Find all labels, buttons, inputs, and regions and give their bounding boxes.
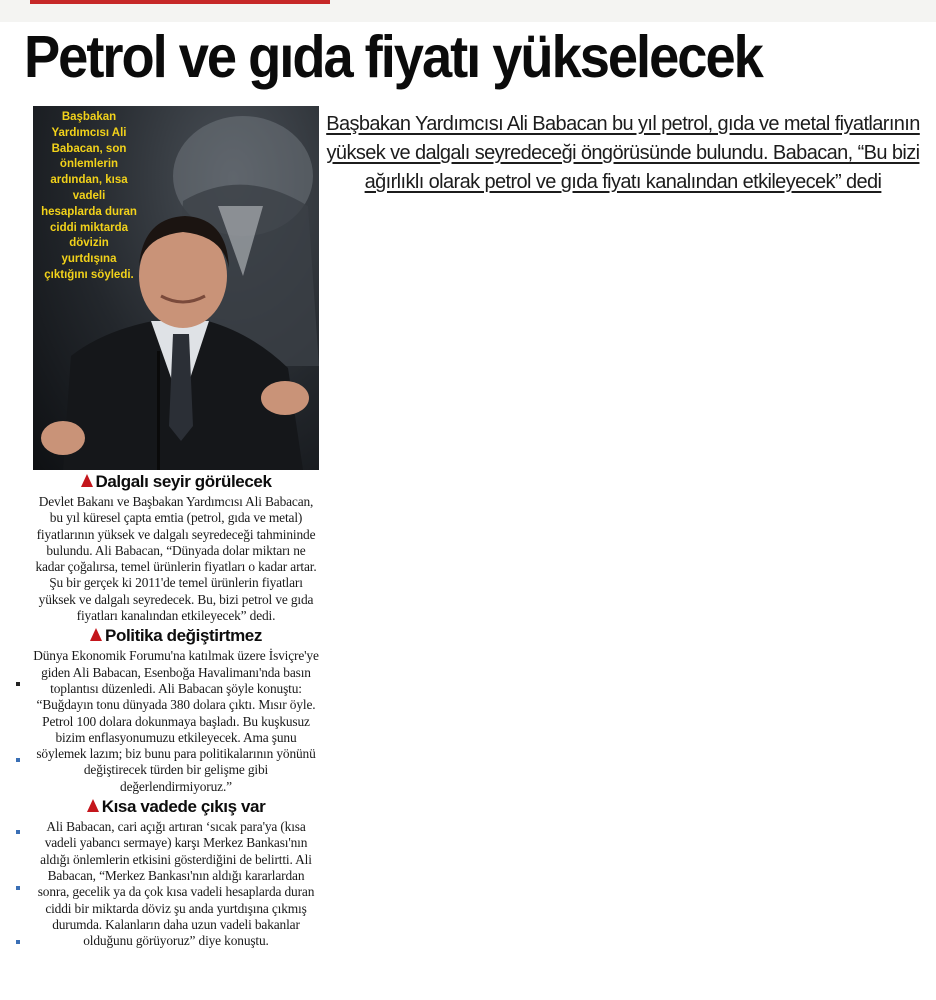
- margin-dot: [16, 886, 20, 890]
- paragraph-2: Dünya Ekonomik Forumu'na katılmak üzere İsviçre'ye giden Ali Babacan, Esenboğa Havalimanı'nda basın toplantısı düzenledi. Ali Babacan şöyle konuştu: “Buğdayın tonu dünyada 380 dolara çıktı. Mısır öyle. Petrol 100 dolara dokunmaya başladı. Bu kuşkusuz bizim enflasyonumuzu etkileyecek. Ama şunu söylemek lazım; biz bunu para politikalarının yönünü değiştirecek türden bir gelişme gibi değerlendirmiyoruz.”: [33, 648, 319, 794]
- subhead-1: [33, 470, 319, 494]
- subhead-2-text: Politika değiştirtmez: [105, 626, 262, 646]
- margin-dot: [16, 682, 20, 686]
- subhead-1-text: Dalgalı seyir görülecek: [95, 472, 272, 491]
- red-triangle-icon: [90, 628, 102, 641]
- headline: Petrol ve gıda fiyatı yükselecek: [24, 24, 762, 90]
- paragraph-1: Devlet Bakanı ve Başbakan Yardımcısı Ali Babacan, bu yıl küresel çapta emtia (petrol, gıda ve metal) fiyatlarının yüksek ve dalgalı seyredeceği tahmininde bulundu. Ali Babacan, “Dünyada dolar miktarı ne kadar çoğalırsa, temel ürünlerin fiyatları o kadar artar. Şu bir gerçek ki 2011'de temel ürünlerin fiyatları yüksek ve dalgalı seyredecek. Bu, bizi petrol ve gıda fiyatları kanalından etkileyecek” dedi.: [35, 494, 317, 624]
- photo-caption: Başbakan Yardımcısı Ali Babacan, son önlemlerin ardından, kısa vadeli hesaplarda duran ciddi miktarda dövizin yurtdışına çıktığını söyledi.: [41, 111, 137, 281]
- red-triangle-icon: [87, 799, 99, 812]
- subhead-3-text: Kısa vadede çıkış var: [101, 797, 266, 817]
- news-photo: [33, 106, 319, 470]
- article-body: [33, 470, 319, 949]
- margin-dot: [16, 940, 20, 944]
- red-rule: [30, 0, 330, 4]
- margin-dot: [16, 758, 20, 762]
- subhead-2: [33, 624, 319, 648]
- red-triangle-icon: [81, 474, 93, 487]
- margin-dot: [16, 830, 20, 834]
- paragraph-3: Ali Babacan, cari açığı artıran ‘sıcak para'ya (kısa vadeli yabancı sermaye) karşı Merkez Bankası'nın aldığı önlemlerin etkisini gösterdiğini de belirtti. Ali Babacan, “Merkez Bankası'nın aldığı kararlardan sonra, gecelik ya da çok kısa vadeli hesaplarda duran ciddi bir miktarda döviz şu anda yurtdışına çıkmış durumda. Kalanların daha uzun vadeli bakanlar olduğunu görüyoruz” diye konuştu.: [37, 819, 315, 949]
- article-deck: Başbakan Yardımcısı Ali Babacan bu yıl petrol, gıda ve metal fiyatlarının yüksek ve dalgalı seyredeceği öngörüsünde bulundu. Babacan, “Bu bizi ağırlıklı olarak petrol ve gıda fiyatı kanalından etkileyecek” dedi: [326, 113, 920, 193]
- subhead-3: [33, 795, 319, 819]
